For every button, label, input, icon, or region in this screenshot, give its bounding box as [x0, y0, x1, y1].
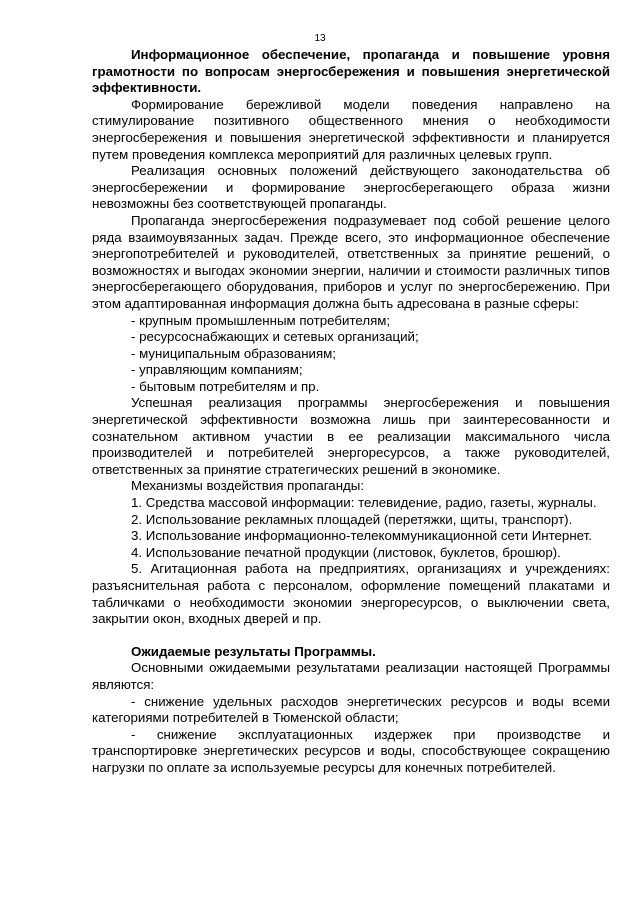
section-heading-results: Ожидаемые результаты Программы. [131, 643, 376, 659]
results-intro: Основными ожидаемыми результатами реализации настоящей Программы являются: [92, 660, 610, 692]
paragraph: Реализация основных положений действующего законодательства об энергосбережении и формирование энергосберегающего образа жизни невозможны без соответствующей пропаганды. [92, 163, 610, 212]
list-item: - ресурсоснабжающих и сетевых организаций; [131, 329, 419, 345]
paragraph: Пропаганда энергосбережения подразумевает под собой решение целого ряда взаимоувязанных задач. Прежде всего, это информационное обеспечение энергопотребителей и руководителей, ответственных за принятие решений, о возможностях и выгодах экономии энергии, наличии и стоимости различных типов энергосберегающего оборудования, приборов и услуг по энергосбережению. При этом адаптированная информация должна быть адресована в разные сферы: [92, 212, 610, 311]
list-item: 1. Средства массовой информации: телевидение, радио, газеты, журналы. [131, 495, 597, 511]
spheres-list [92, 313, 610, 396]
list-item: 4. Использование печатной продукции (листовок, буклетов, брошюр). [131, 544, 561, 560]
paragraph: Формирование бережливой модели поведения направлено на стимулирование позитивного общественного мнения о необходимости энергосбережения и повышения энергетической эффективности и планируется путем проведения комплекса мероприятий для различных целевых групп. [92, 96, 610, 162]
mechanisms-list [92, 495, 610, 628]
page-number: 13 [314, 33, 326, 44]
mechanisms-intro: Механизмы воздействия пропаганды: [131, 478, 365, 494]
results-list [92, 694, 610, 777]
paragraph: Успешная реализация программы энергосбережения и повышения энергетической эффективности возможна лишь при заинтересованности и сознательном активном участии в ее реализации максимального числа производителей и потребителей энергоресурсов, а также руководителей, ответственных за принятие стратегических решений в экономике. [92, 395, 610, 477]
document-body [92, 47, 610, 777]
list-item: 2. Использование рекламных площадей (перетяжки, щиты, транспорт). [131, 511, 573, 527]
list-item: - муниципальным образованиям; [131, 345, 337, 361]
spacer [92, 628, 610, 644]
list-item: - управляющим компаниям; [131, 362, 303, 378]
list-item: - снижение эксплуатационных издержек при производстве и транспортировке энергетических ресурсов и воды, способствующее сокращению нагрузки по оплате за используемые ресурсы для конечных потребителей. [92, 726, 610, 775]
list-item: - снижение удельных расходов энергетических ресурсов и воды всеми категориями потребителей в Тюменской области; [92, 693, 610, 726]
list-item: 3. Использование информационно-телекоммуникационной сети Интернет. [131, 528, 592, 544]
list-item: 5. Агитационная работа на предприятиях, организациях и учреждениях: разъяснительная работа с персоналом, оформление помещений плакатами и табличками о необходимости экономии энергоресурсов, о выключении света, закрытии окон, входных дверей и пр. [92, 561, 610, 627]
list-item: - бытовым потребителям и пр. [131, 378, 320, 394]
section-heading-information: Информационное обеспечение, пропаганда и повышение уровня грамотности по вопросам энергосбережения и повышения энергетической эффективности. [92, 47, 610, 96]
list-item: - крупным промышленным потребителям; [131, 312, 391, 328]
